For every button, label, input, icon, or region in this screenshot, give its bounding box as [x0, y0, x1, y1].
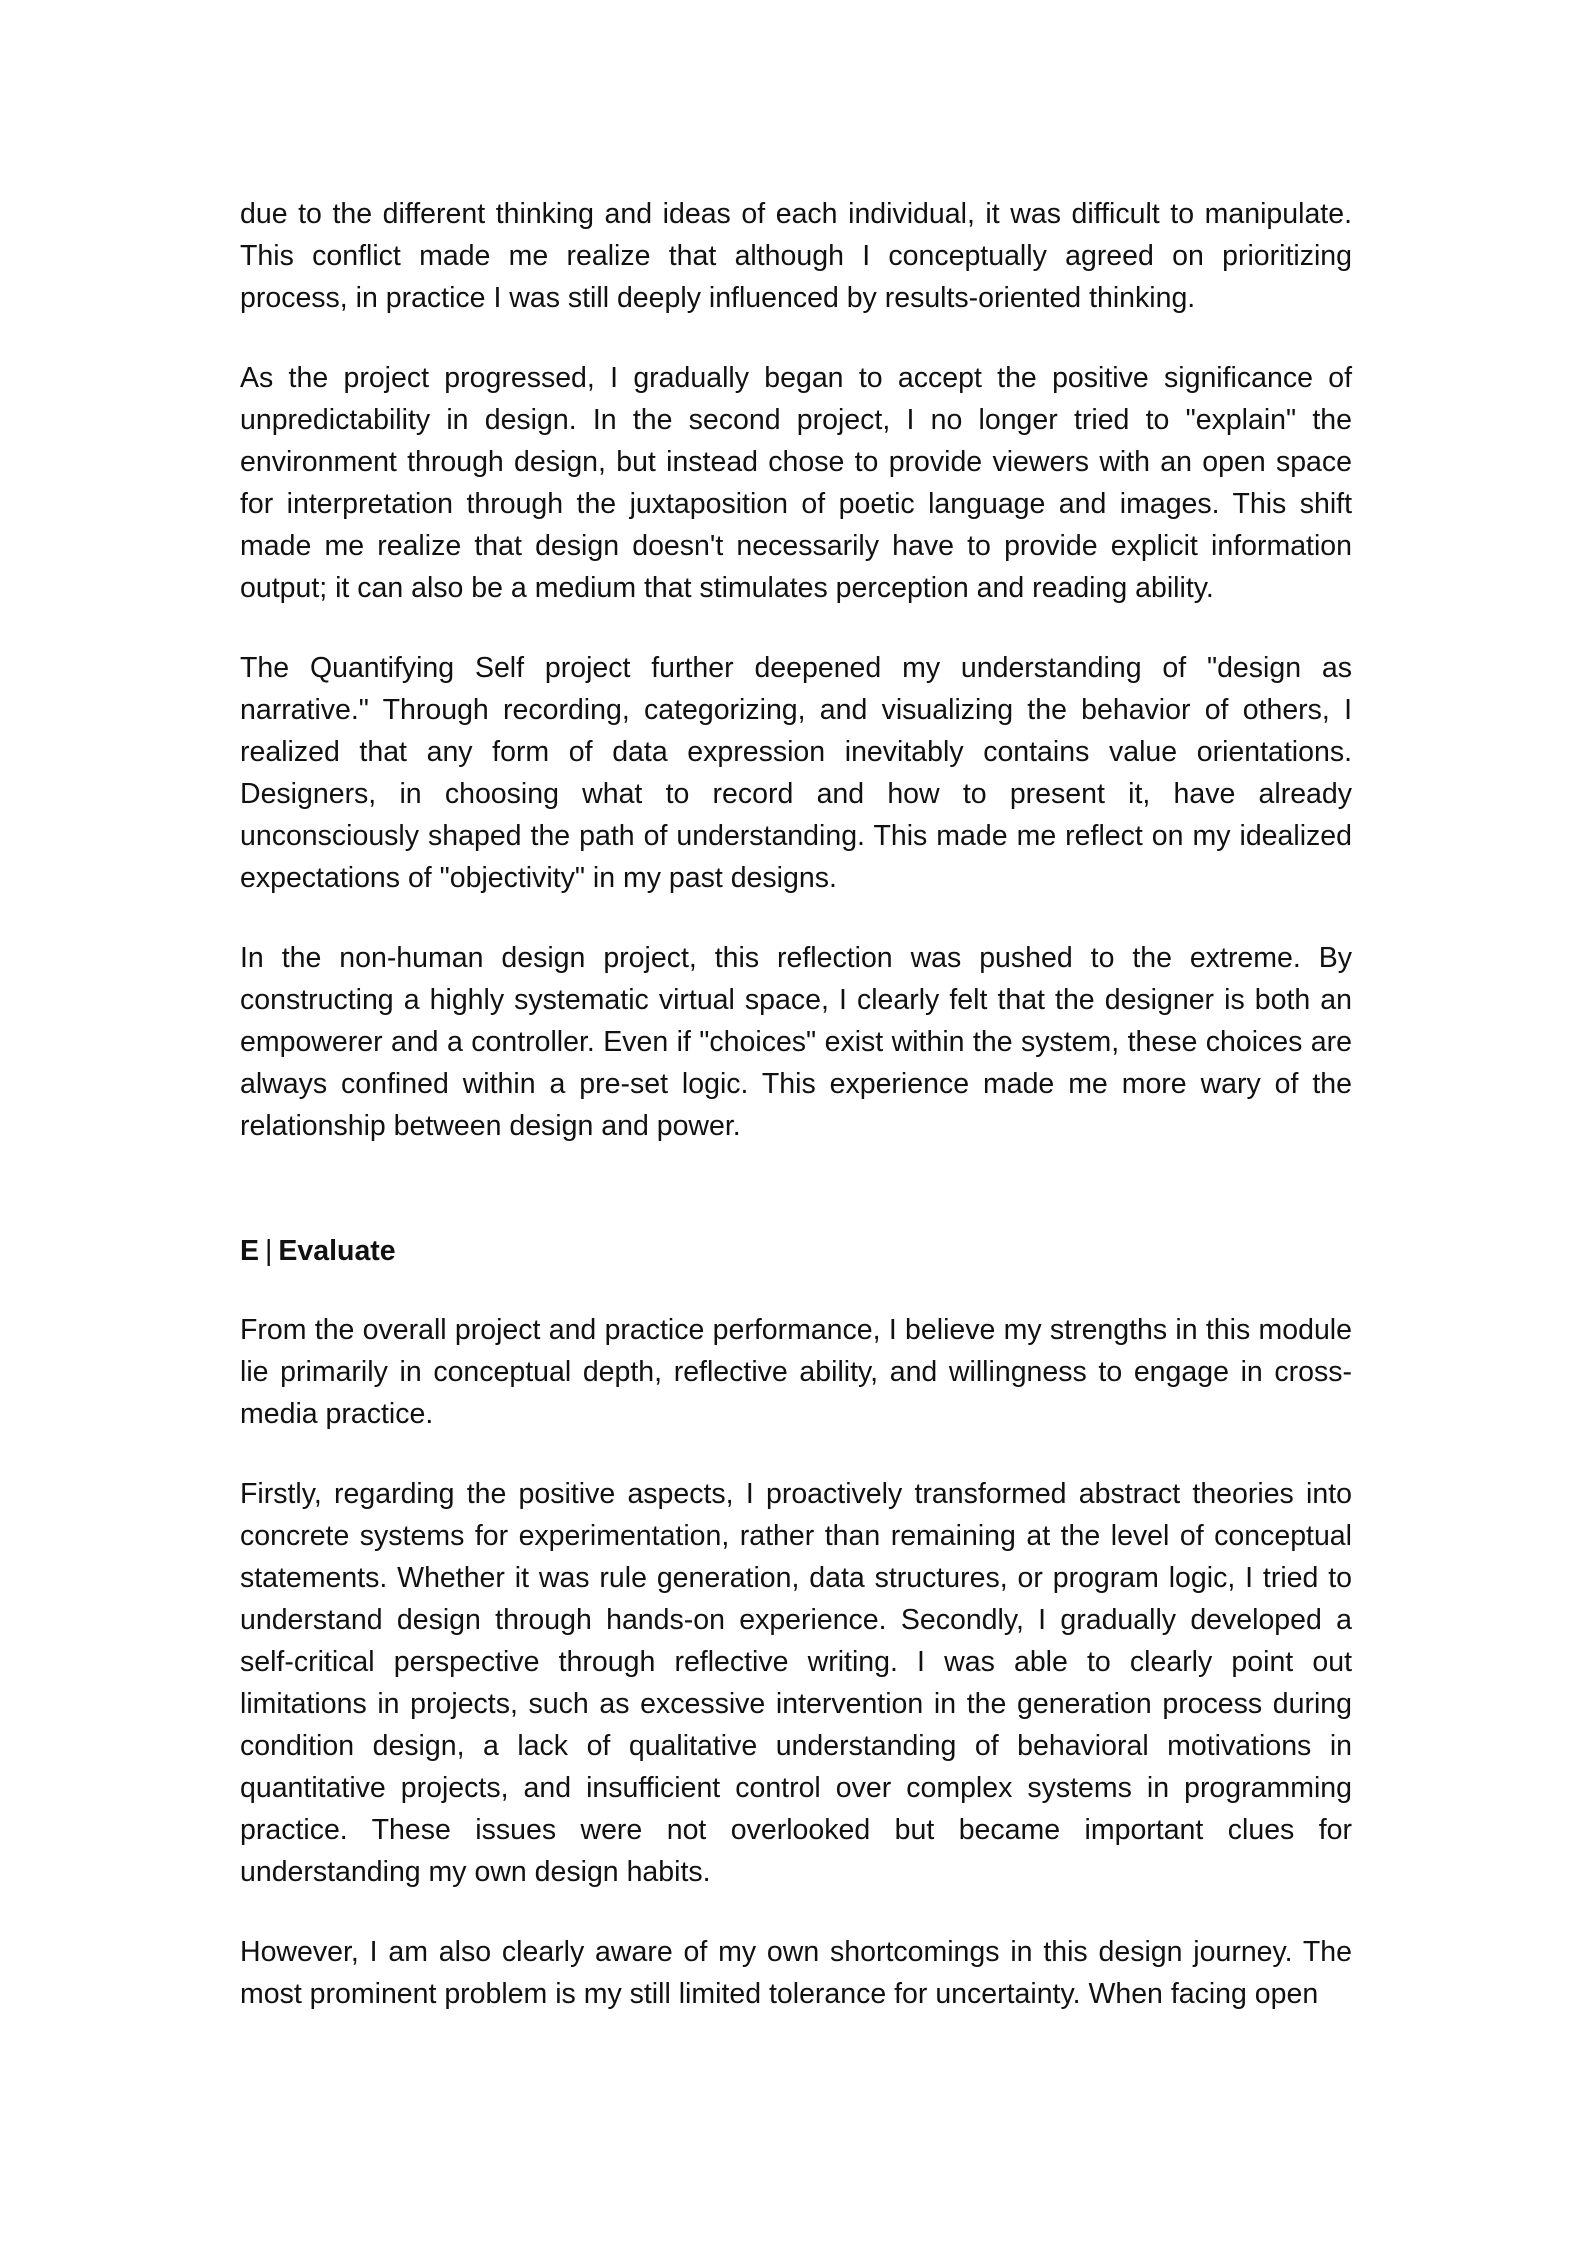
paragraph-strengths: From the overall project and practice performance, I believe my strengths in this module lie primarily in conceptual depth, reflective ability, and willingness to engage in cross-media practice.: [240, 1314, 1352, 1430]
section-title: Evaluate: [278, 1235, 396, 1267]
paragraph-process-conflict: due to the different thinking and ideas of each individual, it was difficult to manipulate. This conflict made me realize that although I conceptually agreed on prioritizing process, in practice I was still deeply influenced by results-oriented thinking.: [240, 198, 1352, 314]
paragraph-shortcomings: However, I am also clearly aware of my own shortcomings in this design journey. The most prominent problem is my still limited tolerance for uncertainty. When facing open: [240, 1936, 1352, 2010]
section-letter: E: [240, 1235, 260, 1267]
section-heading-evaluate: [240, 1230, 1352, 1272]
section-separator: |: [265, 1235, 273, 1267]
paragraph-non-human-design: In the non-human design project, this reflection was pushed to the extreme. By constructing a highly systematic virtual space, I clearly felt that the designer is both an empowerer and a controller. Even if "choices" exist within the system, these choices are always confined within a pre-set logic. This experience made me more wary of the relationship between design and power.: [240, 942, 1352, 1142]
page-body: [240, 193, 1352, 2053]
paragraph-positive-aspects: Firstly, regarding the positive aspects, I proactively transformed abstract theories into concrete systems for experimentation, rather than remaining at the level of conceptual statements. Whether it was rule generation, data structures, or program logic, I tried to understand design through hands-on experience. Secondly, I gradually developed a self-critical perspective through reflective writing. I was able to clearly point out limitations in projects, such as excessive intervention in the generation process during condition design, a lack of qualitative understanding of behavioral motivations in quantitative projects, and insufficient control over complex systems in programming practice. These issues were not overlooked but became important clues for understanding my own design habits.: [240, 1478, 1352, 1888]
paragraph-unpredictability: As the project progressed, I gradually began to accept the positive significance of unpredictability in design. In the second project, I no longer tried to "explain" the environment through design, but instead chose to provide viewers with an open space for interpretation through the juxtaposition of poetic language and images. This shift made me realize that design doesn't necessarily have to provide explicit information output; it can also be a medium that stimulates perception and reading ability.: [240, 362, 1352, 604]
paragraph-quantifying-self: The Quantifying Self project further deepened my understanding of "design as narrative." Through recording, categorizing, and visualizing the behavior of others, I realized that any form of data expression inevitably contains value orientations. Designers, in choosing what to record and how to present it, have already unconsciously shaped the path of understanding. This made me reflect on my idealized expectations of "objectivity" in my past designs.: [240, 652, 1352, 894]
